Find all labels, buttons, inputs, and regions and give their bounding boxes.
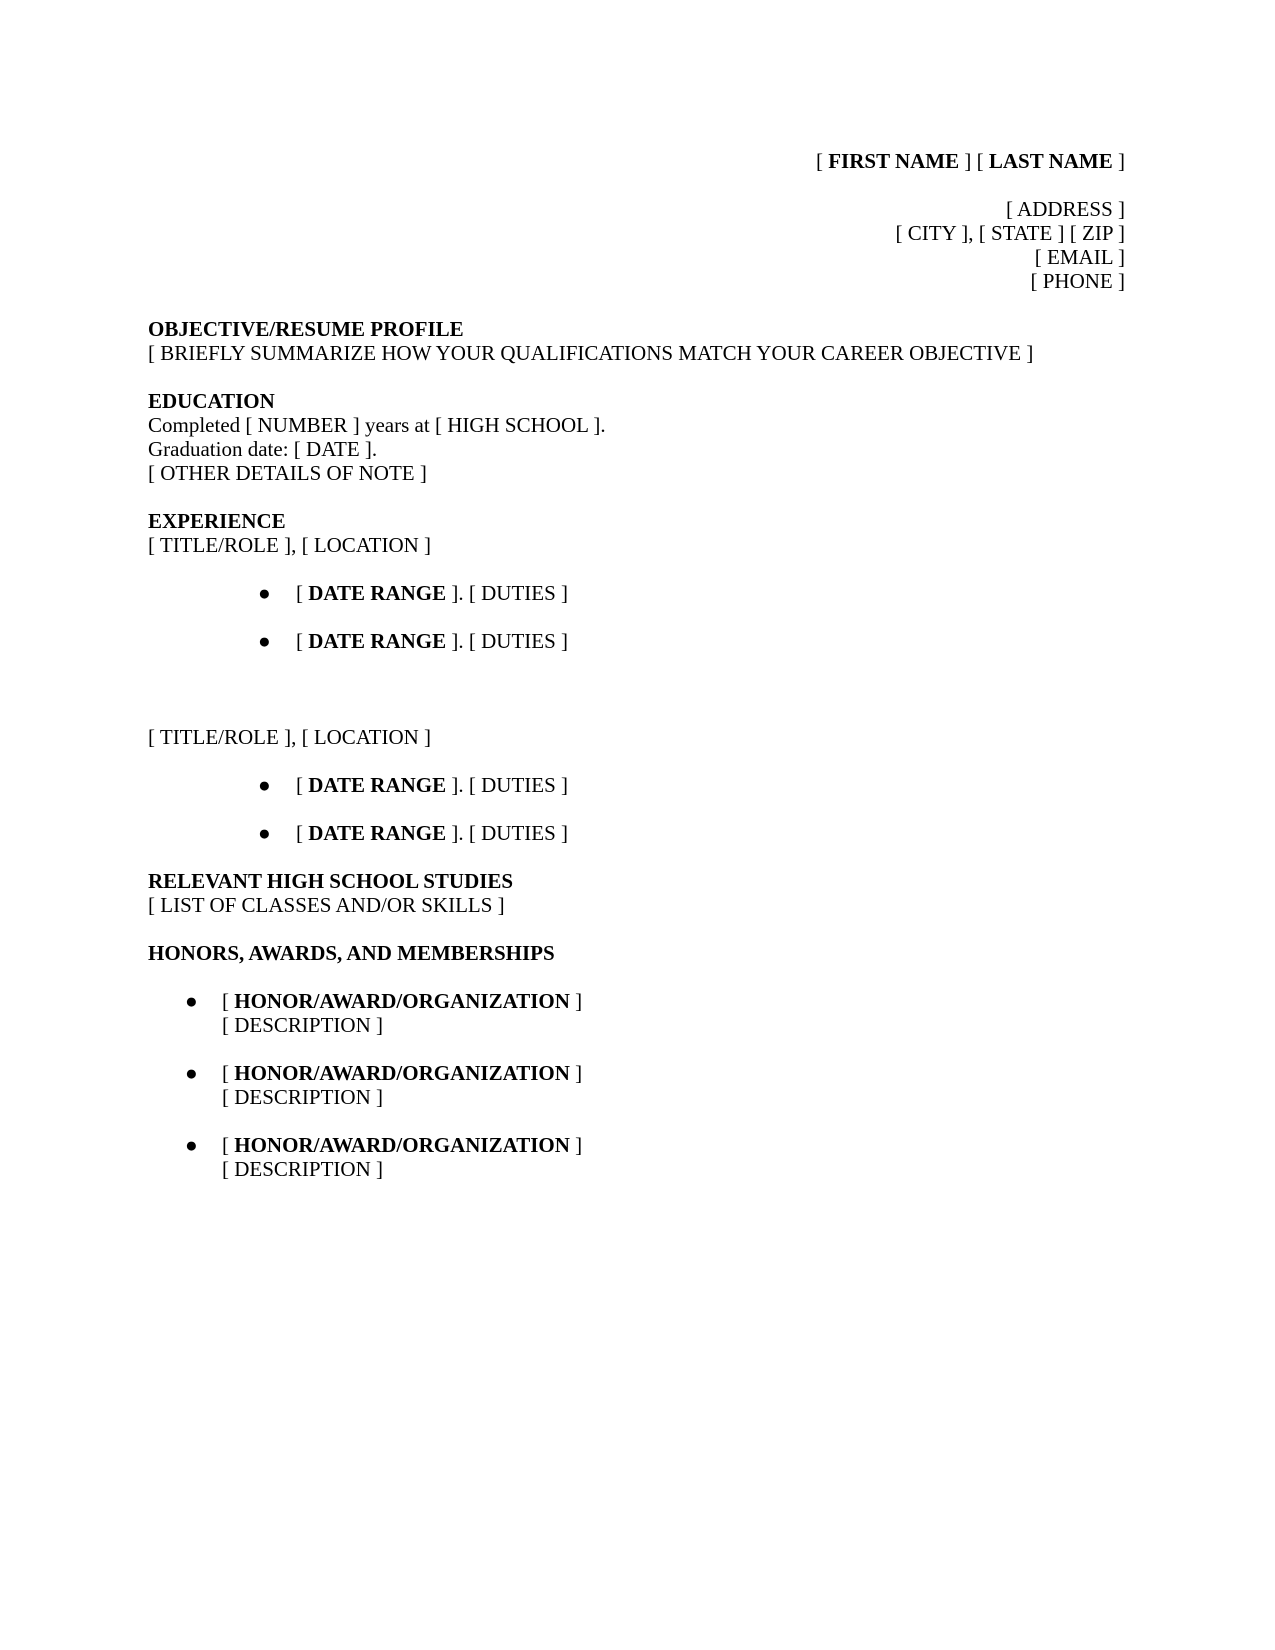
honor-description: [ DESCRIPTION ] [222,1085,383,1109]
honor-title: [ HONOR/AWARD/ORGANIZATION ] [222,1133,583,1157]
date-range: DATE RANGE [308,581,447,605]
education-line-2: Graduation date: [ DATE ]. [148,437,378,461]
bullet-icon: ● [185,989,198,1013]
email-line: [ EMAIL ] [1034,245,1125,269]
date-range: DATE RANGE [308,773,447,797]
honor-description: [ DESCRIPTION ] [222,1013,383,1037]
address-line: [ ADDRESS ] [1005,197,1125,221]
honor-title: [ HONOR/AWARD/ORGANIZATION ] [222,1061,583,1085]
education-line-1: Completed [ NUMBER ] years at [ HIGH SCHOOL ]. [148,413,606,437]
bullet-icon: ● [258,629,271,653]
job-title-location: [ TITLE/ROLE ], [ LOCATION ] [148,533,432,557]
experience-heading: EXPERIENCE [148,509,286,533]
date-range: DATE RANGE [308,629,447,653]
first-name: FIRST NAME [828,149,960,173]
studies-heading: RELEVANT HIGH SCHOOL STUDIES [148,869,514,893]
honors-heading: HONORS, AWARDS, AND MEMBERSHIPS [148,941,555,965]
name-bracket-open: [ [815,149,829,173]
bullet-icon: ● [258,821,271,845]
name-bracket-close: ] [1112,149,1125,173]
objective-heading: OBJECTIVE/RESUME PROFILE [148,317,464,341]
city-state-zip-line: [ CITY ], [ STATE ] [ ZIP ] [895,221,1125,245]
experience-item: [ DATE RANGE ]. [ DUTIES ] [296,629,569,653]
education-heading: EDUCATION [148,389,275,413]
objective-text: [ BRIEFLY SUMMARIZE HOW YOUR QUALIFICATIONS MATCH YOUR CAREER OBJECTIVE ] [148,341,1034,365]
bullet-icon: ● [185,1133,198,1157]
name-line [816,148,1125,174]
phone-line: [ PHONE ] [1030,269,1125,293]
honor-title: [ HONOR/AWARD/ORGANIZATION ] [222,989,583,1013]
date-range: DATE RANGE [308,821,447,845]
education-line-3: [ OTHER DETAILS OF NOTE ] [148,461,427,485]
bullet-icon: ● [185,1061,198,1085]
experience-item: [ DATE RANGE ]. [ DUTIES ] [296,581,569,605]
last-name: LAST NAME [988,149,1113,173]
name-bracket-between: ] [ [959,149,989,173]
bullet-icon: ● [258,773,271,797]
job-title-location: [ TITLE/ROLE ], [ LOCATION ] [148,725,432,749]
studies-text: [ LIST OF CLASSES AND/OR SKILLS ] [148,893,505,917]
experience-item: [ DATE RANGE ]. [ DUTIES ] [296,821,569,845]
honor-description: [ DESCRIPTION ] [222,1157,383,1181]
experience-item: [ DATE RANGE ]. [ DUTIES ] [296,773,569,797]
bullet-icon: ● [258,581,271,605]
